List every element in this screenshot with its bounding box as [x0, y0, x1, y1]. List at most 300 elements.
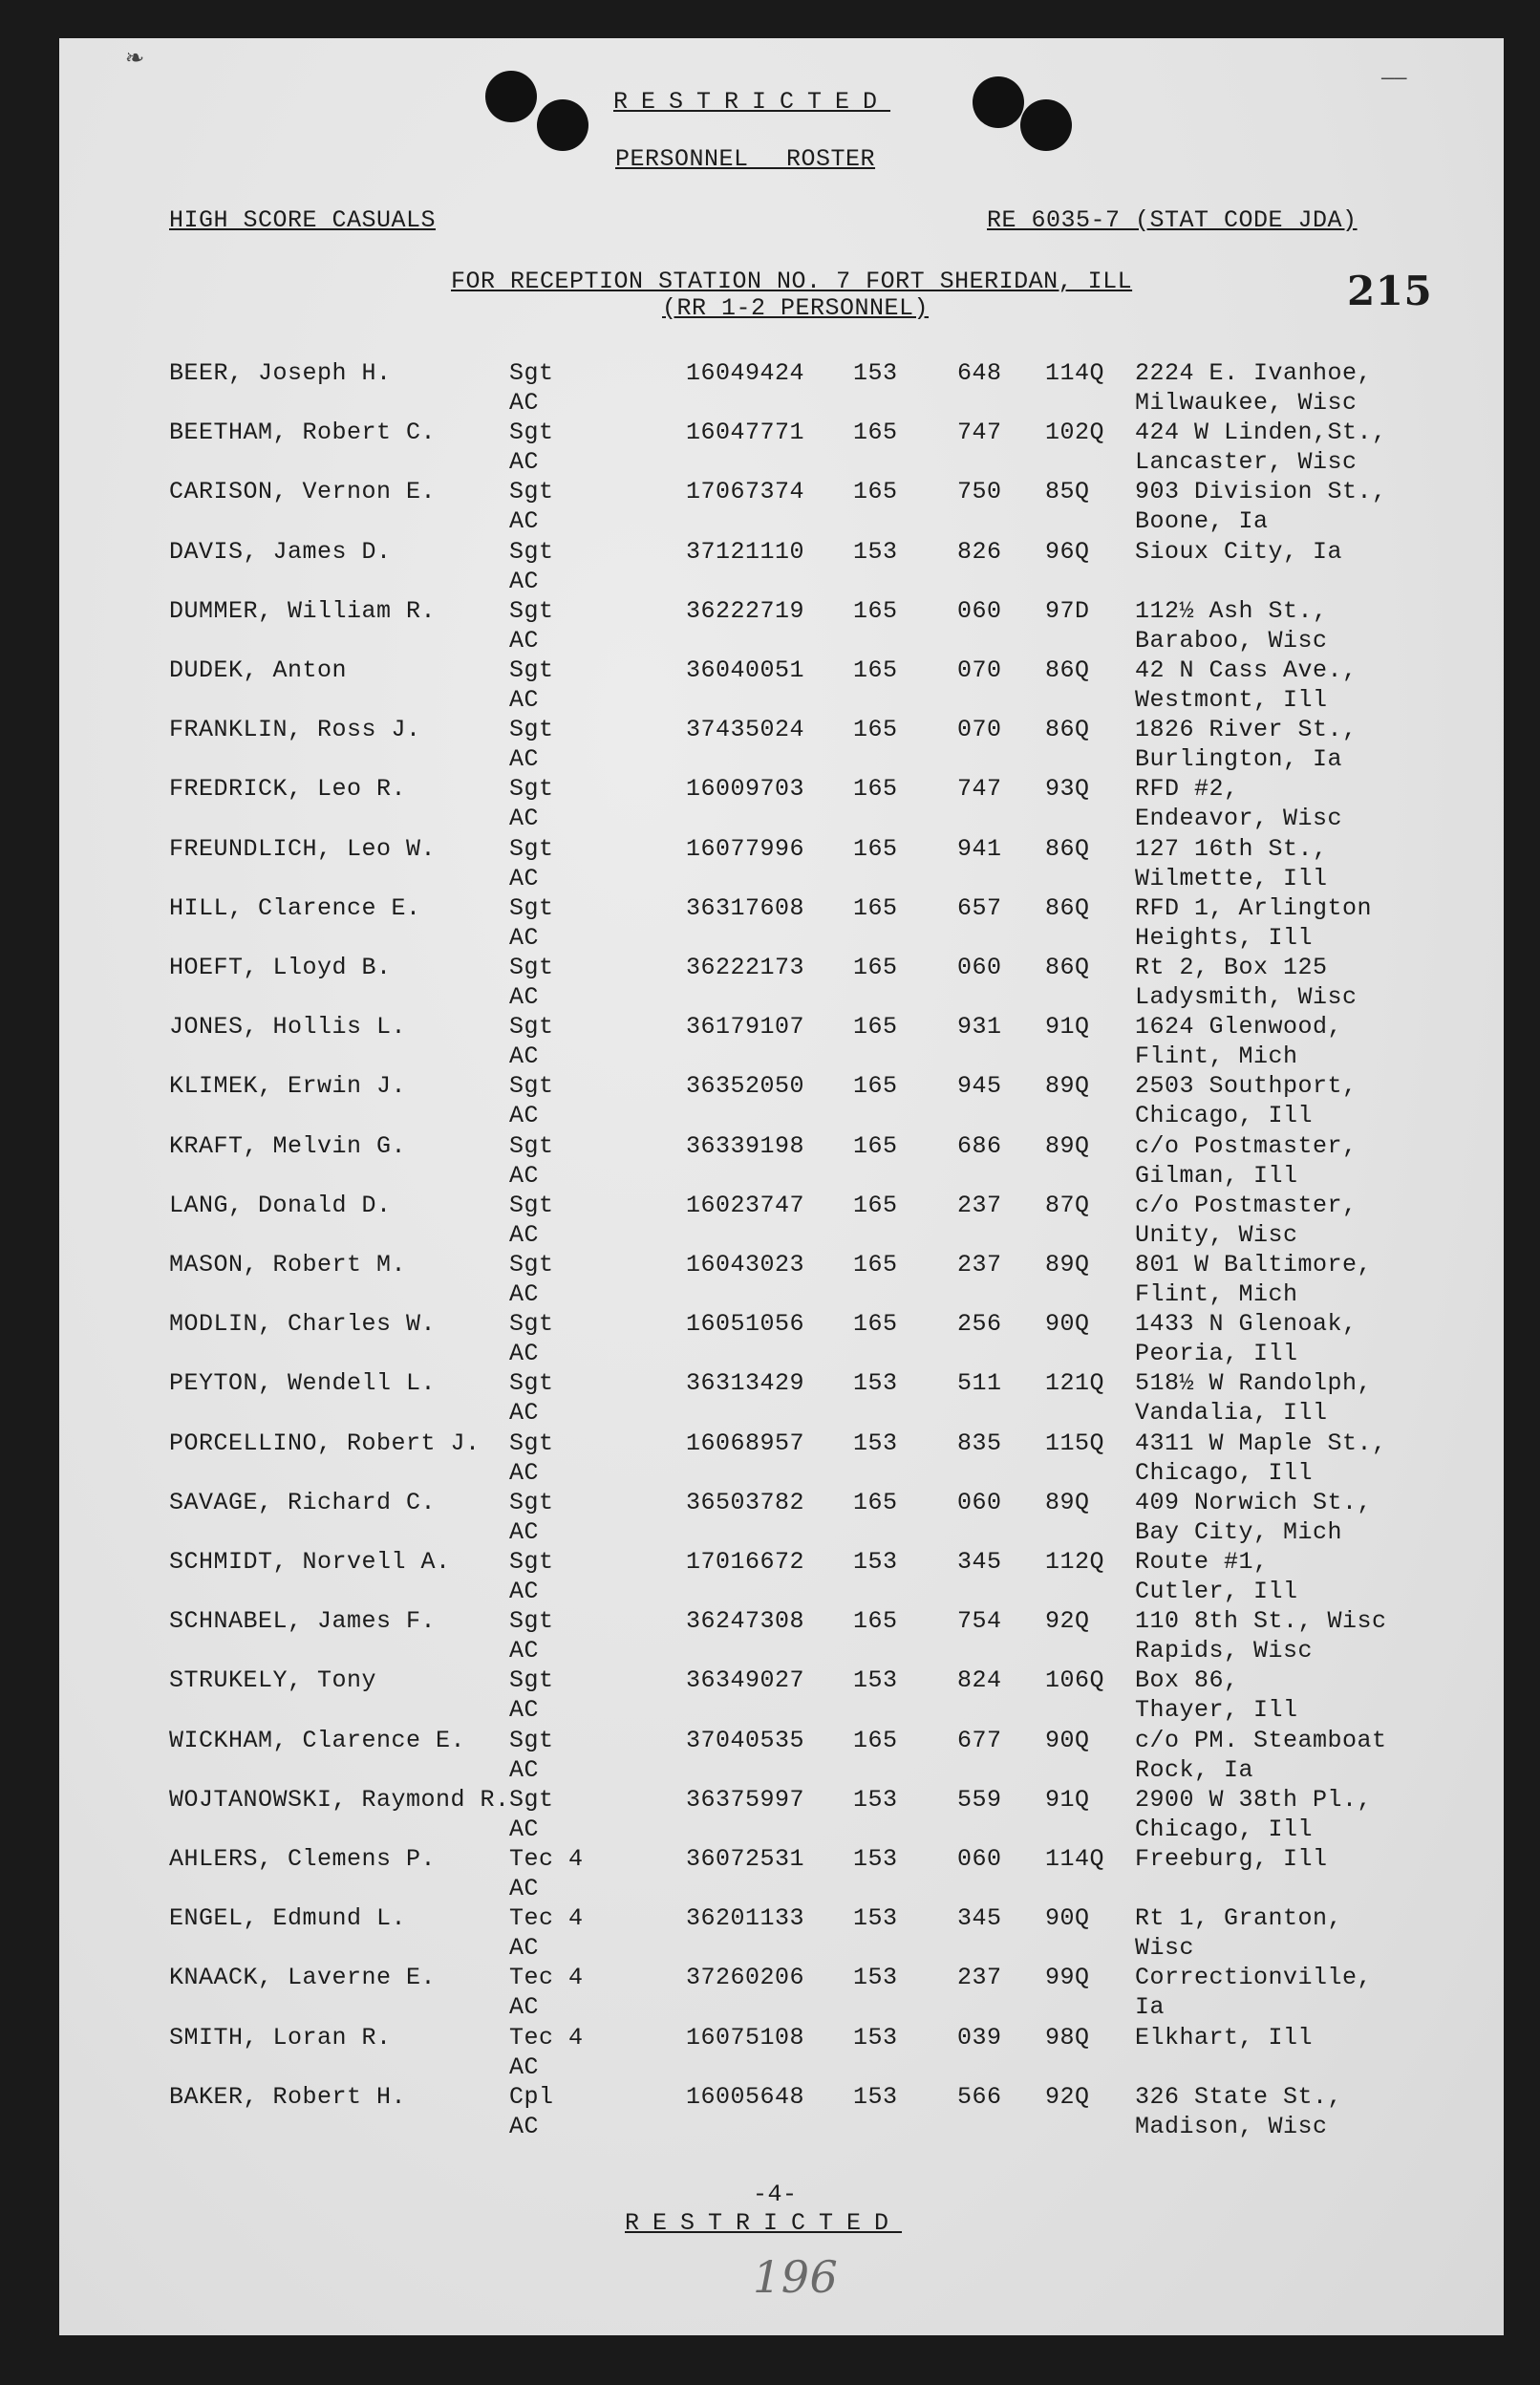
member-address-line-2: Westmont, Ill	[1135, 686, 1328, 714]
member-code-2: 824	[957, 1666, 1002, 1695]
member-code-1: 153	[853, 1845, 898, 1873]
roster-row	[59, 894, 1504, 954]
member-address-line-1: 127 16th St.,	[1135, 834, 1328, 863]
member-code-1: 165	[853, 596, 898, 625]
member-corps: AC	[509, 1220, 540, 1249]
member-serial-number: 36317608	[686, 893, 805, 922]
roster-row	[59, 1072, 1504, 1131]
member-name: BEETHAM, Robert C.	[169, 419, 437, 447]
member-score: 91Q	[1045, 1013, 1090, 1042]
member-address-line-1: Rt 2, Box 125	[1135, 954, 1328, 981]
member-serial-number: 16077996	[686, 834, 805, 863]
member-name: WOJTANOWSKI, Raymond R.	[169, 1785, 510, 1814]
member-score: 96Q	[1045, 537, 1090, 566]
member-corps: AC	[509, 1934, 540, 1963]
member-code-1: 165	[853, 1607, 898, 1636]
member-code-1: 165	[853, 775, 898, 804]
member-corps: AC	[509, 507, 540, 536]
roster-row	[59, 478, 1504, 537]
member-name: BEER, Joseph H.	[169, 359, 392, 387]
member-name: SAVAGE, Richard C.	[169, 1488, 437, 1516]
member-code-2: 677	[957, 1726, 1002, 1754]
member-serial-number: 16005648	[686, 2082, 805, 2111]
member-address-line-2: Peoria, Ill	[1135, 1340, 1298, 1368]
member-code-2: 070	[957, 656, 1002, 684]
roster-row	[59, 835, 1504, 894]
member-address-line-1: 1624 Glenwood,	[1135, 1013, 1343, 1042]
member-address-line-1: 2900 W 38th Pl.,	[1135, 1785, 1373, 1814]
member-rank: Tec 4	[509, 1845, 584, 1873]
roster-row	[59, 716, 1504, 775]
roster-row	[59, 1489, 1504, 1548]
member-rank: Sgt	[509, 596, 554, 625]
member-rank: Tec 4	[509, 1964, 584, 1992]
member-rank: Sgt	[509, 1666, 554, 1695]
member-name: CARISON, Vernon E.	[169, 478, 437, 506]
member-corps: AC	[509, 1755, 540, 1784]
member-serial-number: 16009703	[686, 775, 805, 804]
member-address-line-1: c/o PM. Steamboat	[1135, 1726, 1387, 1754]
member-serial-number: 17016672	[686, 1548, 805, 1576]
member-name: DAVIS, James D.	[169, 537, 392, 566]
member-code-1: 165	[853, 1726, 898, 1754]
page-number: 215	[1347, 268, 1433, 314]
roster-row	[59, 1013, 1504, 1072]
member-corps: AC	[509, 745, 540, 774]
member-serial-number: 36349027	[686, 1666, 805, 1695]
member-code-2: 511	[957, 1369, 1002, 1398]
member-rank: Sgt	[509, 537, 554, 566]
member-code-2: 648	[957, 359, 1002, 387]
member-address-line-1: 42 N Cass Ave.,	[1135, 656, 1358, 684]
member-corps: AC	[509, 1875, 540, 1902]
member-address-line-2: Baraboo, Wisc	[1135, 626, 1328, 655]
member-address-line-1: 518½ W Randolph,	[1135, 1369, 1373, 1398]
member-name: SCHMIDT, Norvell A.	[169, 1548, 451, 1576]
punch-hole	[1020, 99, 1072, 151]
member-serial-number: 16043023	[686, 1251, 805, 1278]
member-name: MASON, Robert M.	[169, 1251, 407, 1278]
member-score: 92Q	[1045, 1607, 1090, 1636]
member-code-2: 754	[957, 1607, 1002, 1636]
member-address-line-2: Cutler, Ill	[1135, 1578, 1298, 1605]
member-serial-number: 36072531	[686, 1845, 805, 1873]
member-address-line-2: Endeavor, Wisc	[1135, 805, 1343, 833]
member-corps: AC	[509, 1042, 540, 1071]
member-serial-number: 16047771	[686, 419, 805, 447]
member-rank: Sgt	[509, 1072, 554, 1101]
member-name: PEYTON, Wendell L.	[169, 1369, 437, 1398]
member-rank: Sgt	[509, 954, 554, 981]
member-code-1: 153	[853, 537, 898, 566]
member-rank: Sgt	[509, 716, 554, 744]
member-address-line-1: Sioux City, Ia	[1135, 537, 1343, 566]
member-code-1: 165	[853, 954, 898, 981]
member-score: 86Q	[1045, 893, 1090, 922]
member-score: 86Q	[1045, 954, 1090, 981]
stat-code-heading: RE 6035-7 (STAT CODE JDA)	[987, 206, 1358, 234]
member-rank: Tec 4	[509, 1904, 584, 1933]
member-serial-number: 36339198	[686, 1131, 805, 1160]
member-rank: Sgt	[509, 1488, 554, 1516]
punch-hole	[485, 71, 537, 122]
member-address-line-1: RFD 1, Arlington	[1135, 893, 1373, 922]
member-score: 89Q	[1045, 1251, 1090, 1278]
member-address-line-1: 424 W Linden,St.,	[1135, 419, 1387, 447]
member-address-line-2: Chicago, Ill	[1135, 1815, 1314, 1843]
punch-hole	[537, 99, 588, 151]
member-code-2: 826	[957, 537, 1002, 566]
member-address-line-1: Correctionville,	[1135, 1964, 1373, 1992]
member-rank: Sgt	[509, 1607, 554, 1636]
member-name: DUMMER, William R.	[169, 596, 437, 625]
member-code-2: 039	[957, 2023, 1002, 2052]
member-rank: Sgt	[509, 1310, 554, 1339]
member-code-2: 750	[957, 478, 1002, 506]
roster-row	[59, 1548, 1504, 1607]
member-corps: AC	[509, 686, 540, 714]
member-score: 86Q	[1045, 716, 1090, 744]
member-name: KRAFT, Melvin G.	[169, 1131, 407, 1160]
member-name: DUDEK, Anton	[169, 656, 348, 684]
roster-row	[59, 1192, 1504, 1251]
member-address-line-1: RFD #2,	[1135, 775, 1239, 804]
member-name: ENGEL, Edmund L.	[169, 1904, 407, 1933]
member-address-line-1: Elkhart, Ill	[1135, 2023, 1314, 2052]
dash-mark: ——	[1381, 67, 1407, 91]
roster-row	[59, 1607, 1504, 1666]
member-code-1: 165	[853, 656, 898, 684]
member-serial-number: 16049424	[686, 359, 805, 387]
member-score: 85Q	[1045, 478, 1090, 506]
document-page	[59, 38, 1504, 2335]
member-address-line-1: 1826 River St.,	[1135, 716, 1358, 744]
member-address-line-2: Thayer, Ill	[1135, 1696, 1298, 1725]
member-address-line-1: 2224 E. Ivanhoe,	[1135, 359, 1373, 387]
member-code-2: 237	[957, 1251, 1002, 1278]
member-name: KLIMEK, Erwin J.	[169, 1072, 407, 1101]
casuals-heading: HIGH SCORE CASUALS	[169, 206, 437, 234]
member-address-line-1: Route #1,	[1135, 1548, 1269, 1576]
roster-row	[59, 538, 1504, 597]
member-code-1: 153	[853, 1666, 898, 1695]
member-name: PORCELLINO, Robert J.	[169, 1429, 481, 1457]
member-rank: Sgt	[509, 419, 554, 447]
member-score: 114Q	[1045, 1845, 1105, 1873]
member-address-line-1: 326 State St.,	[1135, 2082, 1343, 2111]
member-code-2: 747	[957, 419, 1002, 447]
member-name: HOEFT, Lloyd B.	[169, 954, 392, 981]
roster-row	[59, 1845, 1504, 1904]
member-serial-number: 37260206	[686, 1964, 805, 1992]
roster-row	[59, 419, 1504, 478]
member-code-1: 153	[853, 1369, 898, 1398]
member-address-line-2: Vandalia, Ill	[1135, 1399, 1328, 1428]
member-corps: AC	[509, 1340, 540, 1368]
member-serial-number: 36352050	[686, 1072, 805, 1101]
member-rank: Sgt	[509, 1251, 554, 1278]
member-serial-number: 36503782	[686, 1488, 805, 1516]
member-score: 92Q	[1045, 2082, 1090, 2111]
member-code-1: 165	[853, 1251, 898, 1278]
member-name: WICKHAM, Clarence E.	[169, 1726, 466, 1754]
member-code-2: 060	[957, 954, 1002, 981]
member-rank: Tec 4	[509, 2023, 584, 2052]
member-rank: Sgt	[509, 1369, 554, 1398]
member-score: 106Q	[1045, 1666, 1105, 1695]
member-code-2: 060	[957, 1845, 1002, 1873]
member-rank: Sgt	[509, 1726, 554, 1754]
member-code-2: 686	[957, 1131, 1002, 1160]
member-serial-number: 16051056	[686, 1310, 805, 1339]
member-address-line-1: 903 Division St.,	[1135, 478, 1387, 506]
member-serial-number: 36222173	[686, 954, 805, 981]
member-serial-number: 16075108	[686, 2023, 805, 2052]
member-corps: AC	[509, 1517, 540, 1546]
member-corps: AC	[509, 1696, 540, 1725]
member-rank: Sgt	[509, 1013, 554, 1042]
member-code-2: 945	[957, 1072, 1002, 1101]
member-code-1: 165	[853, 1072, 898, 1101]
member-name: SCHNABEL, James F.	[169, 1607, 437, 1636]
member-name: LANG, Donald D.	[169, 1191, 392, 1219]
member-corps: AC	[509, 1815, 540, 1843]
member-name: BAKER, Robert H.	[169, 2082, 407, 2111]
roster-row	[59, 2024, 1504, 2083]
member-code-1: 165	[853, 834, 898, 863]
member-code-1: 153	[853, 2082, 898, 2111]
member-corps: AC	[509, 2112, 540, 2140]
member-serial-number: 36247308	[686, 1607, 805, 1636]
member-address-line-1: Box 86,	[1135, 1666, 1239, 1695]
member-score: 91Q	[1045, 1785, 1090, 1814]
member-address-line-2: Wisc	[1135, 1934, 1195, 1963]
roster-row	[59, 1964, 1504, 2023]
member-score: 89Q	[1045, 1072, 1090, 1101]
member-rank: Sgt	[509, 359, 554, 387]
member-corps: AC	[509, 1399, 540, 1428]
member-serial-number: 37121110	[686, 537, 805, 566]
destination-heading: FOR RECEPTION STATION NO. 7 FORT SHERIDAN, ILL	[451, 268, 1133, 295]
member-address-line-1: 4311 W Maple St.,	[1135, 1429, 1387, 1457]
member-code-2: 559	[957, 1785, 1002, 1814]
member-corps: AC	[509, 805, 540, 833]
member-code-2: 941	[957, 834, 1002, 863]
member-score: 102Q	[1045, 419, 1105, 447]
member-corps: AC	[509, 983, 540, 1011]
member-rank: Sgt	[509, 1131, 554, 1160]
member-corps: AC	[509, 1458, 540, 1487]
member-corps: AC	[509, 389, 540, 417]
member-code-1: 153	[853, 1429, 898, 1457]
member-address-line-2: Milwaukee, Wisc	[1135, 389, 1358, 417]
member-address-line-1: c/o Postmaster,	[1135, 1131, 1358, 1160]
member-address-line-2: Chicago, Ill	[1135, 1458, 1314, 1487]
member-rank: Sgt	[509, 656, 554, 684]
member-code-2: 060	[957, 596, 1002, 625]
member-rank: Sgt	[509, 775, 554, 804]
member-address-line-1: 1433 N Glenoak,	[1135, 1310, 1358, 1339]
member-code-1: 165	[853, 1131, 898, 1160]
member-address-line-2: Bay City, Mich	[1135, 1517, 1343, 1546]
handwritten-number: 196	[753, 2251, 839, 2303]
member-corps: AC	[509, 1578, 540, 1605]
member-address-line-2: Heights, Ill	[1135, 923, 1314, 952]
member-code-1: 165	[853, 1191, 898, 1219]
roster-row	[59, 954, 1504, 1013]
member-code-1: 165	[853, 716, 898, 744]
member-score: 115Q	[1045, 1429, 1105, 1457]
member-address-line-2: Flint, Mich	[1135, 1042, 1298, 1071]
member-address-line-1: 409 Norwich St.,	[1135, 1488, 1373, 1516]
member-corps: AC	[509, 448, 540, 477]
member-corps: AC	[509, 626, 540, 655]
member-address-line-1: 112½ Ash St.,	[1135, 596, 1328, 625]
member-code-1: 165	[853, 1310, 898, 1339]
member-code-1: 153	[853, 1785, 898, 1814]
member-score: 90Q	[1045, 1904, 1090, 1933]
classification-header: RESTRICTED	[613, 88, 891, 116]
member-corps: AC	[509, 1280, 540, 1308]
member-name: FRANKLIN, Ross J.	[169, 716, 421, 744]
roster-row	[59, 656, 1504, 716]
member-code-1: 165	[853, 1013, 898, 1042]
member-score: 114Q	[1045, 359, 1105, 387]
member-serial-number: 16023747	[686, 1191, 805, 1219]
member-address-line-1: Rt 1, Granton,	[1135, 1904, 1343, 1933]
member-serial-number: 16068957	[686, 1429, 805, 1457]
member-code-2: 657	[957, 893, 1002, 922]
roster-row	[59, 1727, 1504, 1786]
member-corps: AC	[509, 1102, 540, 1130]
member-address-line-2: Boone, Ia	[1135, 507, 1269, 536]
member-code-2: 256	[957, 1310, 1002, 1339]
member-rank: Sgt	[509, 478, 554, 506]
member-address-line-2: Lancaster, Wisc	[1135, 448, 1358, 477]
roster-row	[59, 1132, 1504, 1192]
member-corps: AC	[509, 1637, 540, 1665]
member-code-1: 153	[853, 1904, 898, 1933]
member-serial-number: 37435024	[686, 716, 805, 744]
member-address-line-2: Ladysmith, Wisc	[1135, 983, 1358, 1011]
member-score: 112Q	[1045, 1548, 1105, 1576]
roster-row	[59, 597, 1504, 656]
member-score: 121Q	[1045, 1369, 1105, 1398]
member-name: MODLIN, Charles W.	[169, 1310, 437, 1339]
member-code-1: 165	[853, 893, 898, 922]
member-code-2: 060	[957, 1488, 1002, 1516]
member-address-line-1: Freeburg, Ill	[1135, 1845, 1328, 1873]
member-score: 98Q	[1045, 2023, 1090, 2052]
member-code-2: 345	[957, 1904, 1002, 1933]
roster-row	[59, 775, 1504, 834]
member-serial-number: 36222719	[686, 596, 805, 625]
punch-hole	[973, 76, 1024, 128]
roster-row	[59, 1429, 1504, 1489]
member-code-2: 345	[957, 1548, 1002, 1576]
member-address-line-1: 110 8th St., Wisc	[1135, 1607, 1387, 1636]
member-serial-number: 36040051	[686, 656, 805, 684]
member-address-line-2: Unity, Wisc	[1135, 1220, 1298, 1249]
classification-footer: RESTRICTED	[625, 2209, 903, 2237]
member-code-2: 931	[957, 1013, 1002, 1042]
member-rank: Sgt	[509, 893, 554, 922]
member-serial-number: 36375997	[686, 1785, 805, 1814]
member-score: 90Q	[1045, 1726, 1090, 1754]
member-address-line-1: 2503 Southport,	[1135, 1072, 1358, 1101]
member-code-1: 165	[853, 1488, 898, 1516]
member-score: 99Q	[1045, 1964, 1090, 1992]
member-name: HILL, Clarence E.	[169, 893, 421, 922]
member-address-line-1: c/o Postmaster,	[1135, 1191, 1358, 1219]
member-name: JONES, Hollis L.	[169, 1013, 407, 1042]
member-corps: AC	[509, 567, 540, 595]
roster-row	[59, 2083, 1504, 2142]
member-name: FREUNDLICH, Leo W.	[169, 834, 437, 863]
member-name: STRUKELY, Tony	[169, 1666, 377, 1695]
member-code-1: 153	[853, 1548, 898, 1576]
member-code-2: 237	[957, 1964, 1002, 1992]
member-score: 89Q	[1045, 1131, 1090, 1160]
member-name: AHLERS, Clemens P.	[169, 1845, 437, 1873]
stamp-mark-icon: ❧	[126, 43, 144, 75]
member-serial-number: 36313429	[686, 1369, 805, 1398]
member-address-line-2: Burlington, Ia	[1135, 745, 1343, 774]
member-address-line-2: Madison, Wisc	[1135, 2112, 1328, 2140]
member-serial-number: 36179107	[686, 1013, 805, 1042]
member-rank: Sgt	[509, 1548, 554, 1576]
member-code-1: 153	[853, 359, 898, 387]
member-code-1: 153	[853, 2023, 898, 2052]
member-name: SMITH, Loran R.	[169, 2023, 392, 2052]
roster-row	[59, 359, 1504, 419]
member-address-line-2: Ia	[1135, 1993, 1166, 2022]
member-address-line-2: Gilman, Ill	[1135, 1161, 1298, 1190]
roster-row	[59, 1786, 1504, 1845]
roster-row	[59, 1666, 1504, 1726]
member-score: 93Q	[1045, 775, 1090, 804]
member-score: 86Q	[1045, 656, 1090, 684]
roster-row	[59, 1310, 1504, 1369]
member-score: 89Q	[1045, 1488, 1090, 1516]
member-rank: Sgt	[509, 834, 554, 863]
member-score: 90Q	[1045, 1310, 1090, 1339]
member-name: KNAACK, Laverne E.	[169, 1964, 437, 1992]
member-code-2: 237	[957, 1191, 1002, 1219]
member-rank: Cpl	[509, 2082, 554, 2111]
member-score: 86Q	[1045, 834, 1090, 863]
member-corps: AC	[509, 923, 540, 952]
member-rank: Sgt	[509, 1429, 554, 1457]
member-address-line-2: Wilmette, Ill	[1135, 864, 1328, 892]
member-corps: AC	[509, 2052, 540, 2081]
member-score: 87Q	[1045, 1191, 1090, 1219]
member-address-line-2: Chicago, Ill	[1135, 1102, 1314, 1130]
member-rank: Sgt	[509, 1191, 554, 1219]
page-marker: -4-	[753, 2181, 798, 2208]
member-address-line-2: Rapids, Wisc	[1135, 1637, 1314, 1665]
member-rank: Sgt	[509, 1785, 554, 1814]
roster-row	[59, 1904, 1504, 1964]
member-serial-number: 36201133	[686, 1904, 805, 1933]
member-corps: AC	[509, 1993, 540, 2022]
member-serial-number: 37040535	[686, 1726, 805, 1754]
member-code-1: 153	[853, 1964, 898, 1992]
roster-title: PERSONNEL ROSTER	[615, 145, 876, 173]
member-score: 97D	[1045, 596, 1090, 625]
member-address-line-2: Flint, Mich	[1135, 1280, 1298, 1308]
roster-row	[59, 1251, 1504, 1310]
